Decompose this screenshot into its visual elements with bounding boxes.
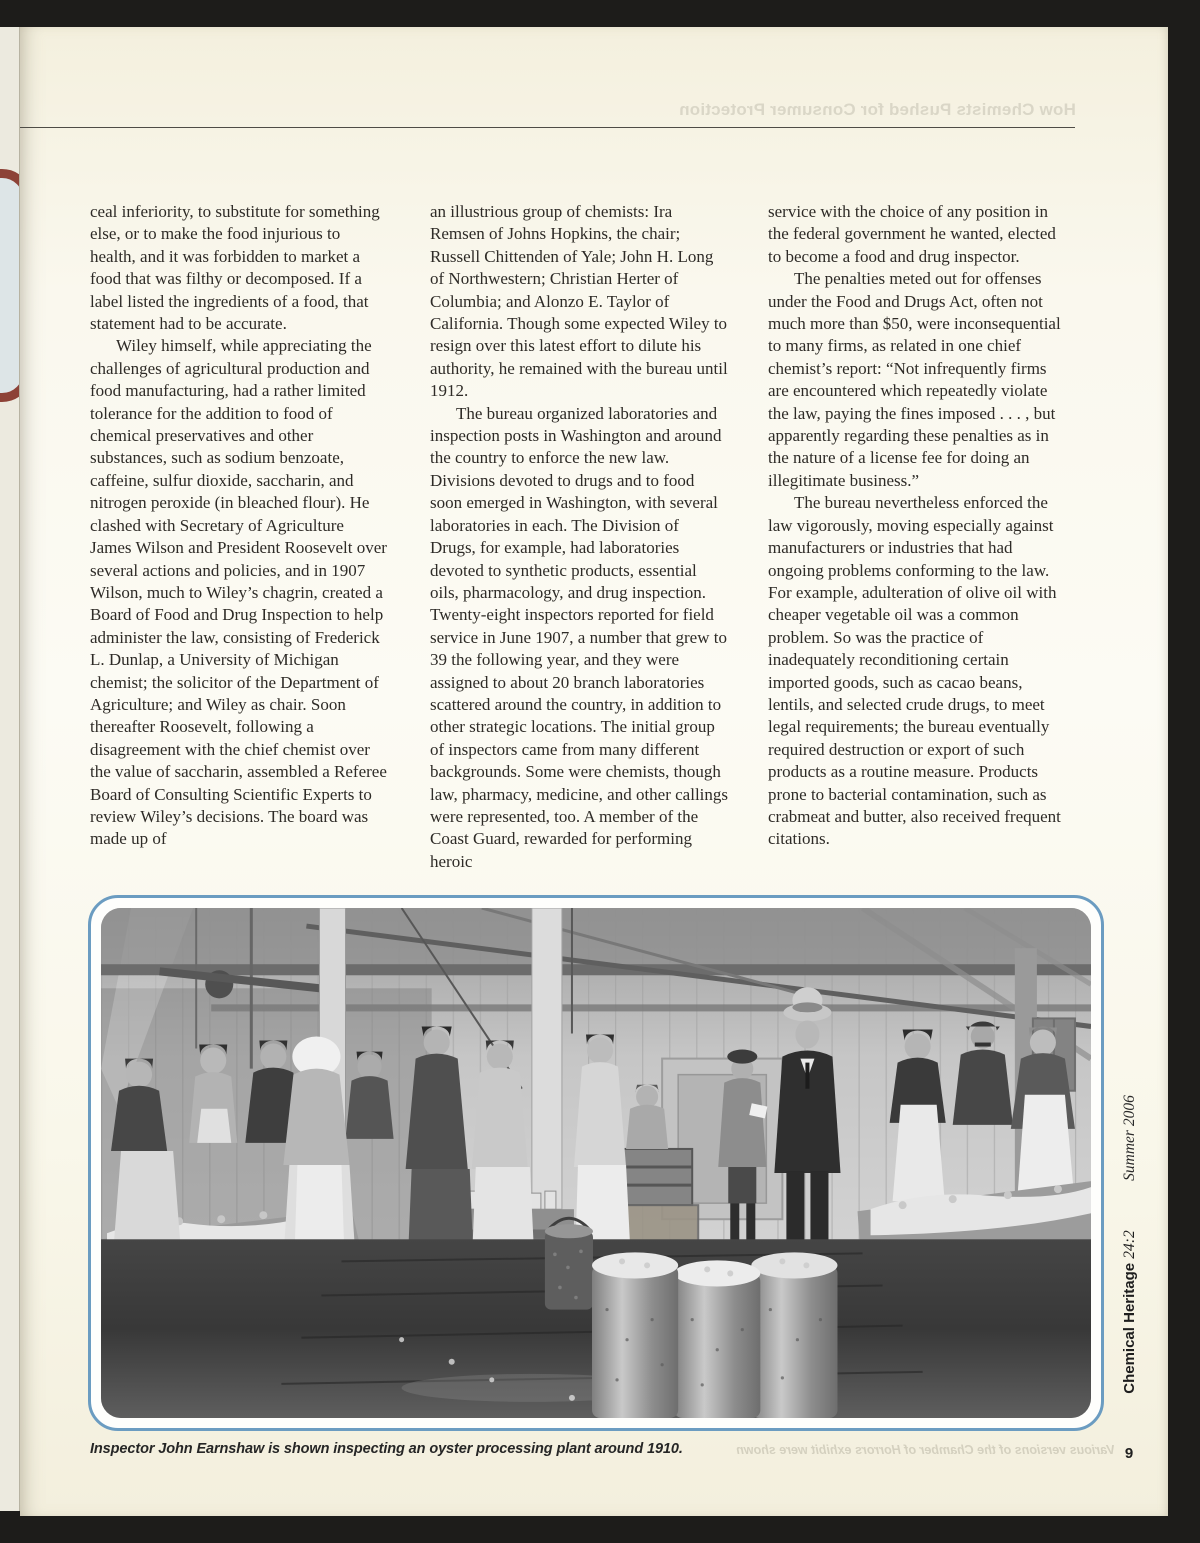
oyster-plant-photo bbox=[101, 908, 1091, 1418]
paragraph: ceal inferiority, to substitute for something else, or to make the food injurious to health, and it was forbidden to market a food that was filthy or decomposed. If a label listed the ingredients of a food, that statement had to be accurate. bbox=[90, 202, 380, 334]
text-column-1 bbox=[90, 201, 388, 851]
magazine-page bbox=[20, 27, 1168, 1516]
journal-season-vertical: Summer 2006 bbox=[1121, 1095, 1138, 1181]
paragraph: The penalties meted out for offenses under the Food and Drugs Act, often not much more than $50, were inconsequential to many firms, as related in one chief chemist’s report: “Not infrequently firms are encountered which repeatedly violate the law, paying the fines imposed . . . , but apparently regarding these penalties as in the nature of a license fee for doing an illegitimate business.” bbox=[768, 269, 1061, 490]
previous-page-edge bbox=[0, 27, 20, 1511]
paragraph: Wiley himself, while appreciating the challenges of agricultural production and food manufacturing, had a rather limited tolerance for the addition to food of chemical preservatives and other substances, such as sodium benzoate, caffeine, sulfur dioxide, saccharin, and nitrogen peroxide (in bleached flour). He clashed with Secretary of Agriculture James Wilson and President Roosevelt over several actions and policies, and in 1907 Wilson, much to Wiley’s chagrin, created a Board of Food and Drug Inspection to help administer the law, consisting of Frederick L. Dunlap, a University of Michigan chemist; the solicitor of the Department of Agriculture; and Wiley as chair. Soon thereafter Roosevelt, following a disagreement with the chief chemist over the value of saccharin, assembled a Referee Board of Consulting Scientific Experts to review Wiley’s decisions. The board was made up of bbox=[90, 336, 387, 849]
photo-frame bbox=[88, 895, 1104, 1431]
photo-caption: Inspector John Earnshaw is shown inspecting an oyster processing plant around 1910. bbox=[90, 1441, 683, 1457]
paragraph: service with the choice of any position in the federal government he wanted, elected to become a food and drug inspector. bbox=[768, 202, 1056, 266]
text-column-3 bbox=[768, 201, 1066, 851]
paragraph: The bureau organized laboratories and inspection posts in Washington and around the country to enforce the new law. Divisions devoted to drugs and to food soon emerged in Washington, with several laboratories in each. The Division of Drugs, for example, had laboratories devoted to synthetic products, essential oils, pharmacology, and drug inspection. Twenty-eight inspectors reported for field service in June 1907, a number that grew to 39 the following year, and they were assigned to about 20 branch laboratories scattered around the country, in addition to other strategic locations. The initial group of inspectors came from many different backgrounds. Some were chemists, though law, pharmacy, medicine, and other callings were represented, too. A member of the Coast Guard, rewarded for performing heroic bbox=[430, 403, 729, 871]
small-bucket bbox=[545, 1218, 593, 1309]
page-number: 9 bbox=[1124, 1445, 1134, 1462]
paragraph: an illustrious group of chemists: Ira Remsen of Johns Hopkins, the chair; Russell Chittenden of Yale; John H. Long of Northwestern; Christian Herter of Columbia; and Alonzo E. Taylor of California. Though some expected Wiley to resign over this latest effort to dilute his authority, he remained with the bureau until 1912. bbox=[430, 202, 728, 401]
previous-page-red-box-edge bbox=[0, 169, 20, 402]
text-column-2 bbox=[430, 201, 728, 873]
oyster-cans bbox=[592, 1252, 837, 1418]
paragraph: The bureau nevertheless enforced the law vigorously, moving especially against manufacturers or industries that had ongoing problems conforming to the law. For example, adulteration of olive oil with cheaper vegetable oil was a common problem. So was the practice of inadequately reconditioning certain imported goods, such as cacao beans, lentils, and selected crude drugs, to meet legal requirements; the bureau eventually required destruction or export of such products as a routine measure. Products prone to bacterial contamination, such as crabmeat and butter, also received frequent citations. bbox=[768, 493, 1061, 849]
journal-name: Chemical Heritage bbox=[1121, 1262, 1138, 1394]
ghost-showthrough-header: How Chemists Pushed for Consumer Protection bbox=[679, 100, 1076, 119]
photo-illustration bbox=[101, 908, 1091, 1418]
header-rule bbox=[20, 127, 1075, 128]
journal-title-vertical bbox=[1121, 1202, 1139, 1422]
ghost-showthrough-caption: Various versions of the Chamber of Horrors exhibit were shown bbox=[736, 1443, 1115, 1457]
journal-issue: 24:2 bbox=[1121, 1230, 1138, 1259]
